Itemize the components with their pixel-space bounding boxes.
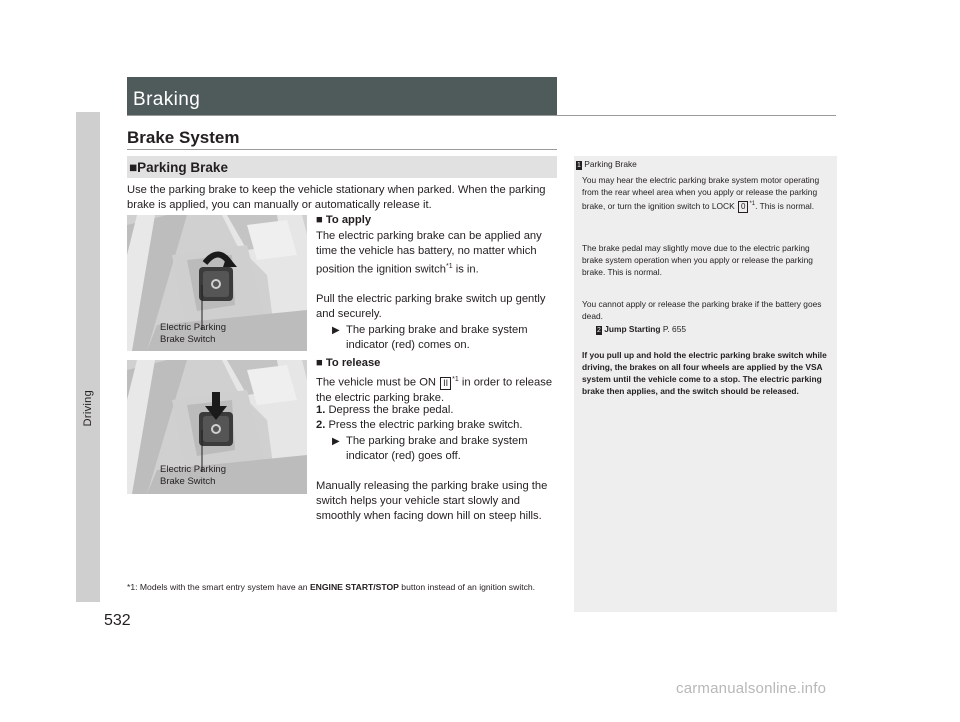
notes-paragraph-3: You cannot apply or release the parking brake if the battery goes dead. — [582, 299, 822, 321]
side-tab-label: Driving — [82, 390, 94, 427]
ignition-on-key-icon: II — [440, 377, 451, 390]
release-title: To release — [325, 357, 381, 369]
page-heading: Brake System — [127, 128, 240, 147]
release-paragraph-2: Manually releasing the parking brake using the switch helps your vehicle start slowly and smoothly when facing down hill on steep hills. — [316, 480, 548, 523]
crossref-arrow-icon: 2 — [597, 327, 601, 334]
apply-title: To apply — [325, 214, 372, 226]
notes-paragraph-2: The brake pedal may slightly move due to the electric parking brake system operation when you apply or release the parking brake. This is normal. — [582, 243, 813, 277]
apply-result — [332, 323, 558, 353]
result-arrow-icon: ▶ — [332, 436, 340, 447]
crossref-title: Jump Starting — [604, 324, 661, 334]
footnote — [127, 580, 567, 594]
release-heading — [316, 356, 380, 371]
notes-title-text: Parking Brake — [584, 159, 637, 169]
apply-result-text: The parking brake and brake system indicator (red) comes on. — [346, 324, 528, 352]
heading-rule — [127, 149, 557, 150]
notes-warning: If you pull up and hold the electric parking brake switch while driving, the brakes on all four wheels are applied by the VSA system until the vehicle come to a stop. The electric parking brake then applies, and the switch should be released. — [582, 350, 827, 396]
caption-line: Brake Switch — [160, 333, 216, 345]
caption-line: Electric Parking — [160, 464, 226, 475]
step-text: Press the electric parking brake switch. — [328, 419, 523, 431]
apply-image-caption — [160, 322, 226, 345]
release-image-caption — [160, 464, 226, 487]
footnote-suffix: button instead of an ignition switch. — [398, 582, 536, 592]
crossref-page: P. 655 — [660, 324, 687, 334]
release-marker: ■ — [316, 357, 323, 369]
banner-rule — [127, 115, 836, 116]
subheading — [129, 160, 228, 175]
notes-marker-icon: 1 — [577, 162, 581, 169]
apply-paragraph-2: Pull the electric parking brake switch up gently and securely. — [316, 293, 546, 321]
footnote-ref: *1 — [749, 201, 756, 207]
footnote-ref: *1 — [445, 263, 453, 271]
release-p1-start: The vehicle must be ON — [316, 376, 440, 389]
notes-crossref[interactable] — [596, 323, 826, 335]
lock-key-icon: 0 — [738, 201, 748, 213]
caption-line: Brake Switch — [160, 475, 216, 487]
release-paragraph-1 — [316, 372, 562, 406]
release-result — [332, 434, 558, 464]
subheading-marker: ■ — [129, 160, 138, 175]
apply-marker: ■ — [316, 214, 323, 226]
side-tab — [76, 112, 100, 602]
release-step-2 — [316, 418, 562, 433]
intro-paragraph: Use the parking brake to keep the vehicle stationary when parked. When the parking brake is applied, you can manually or automatically release it. — [127, 184, 546, 212]
footnote-ref: *1 — [452, 376, 459, 383]
apply-p1-text: The electric parking brake can be applied any time the vehicle has battery, no matter which position the ignition switch — [316, 230, 542, 277]
apply-p1-end: is in. — [452, 264, 479, 277]
footnote-bold: ENGINE START/STOP — [309, 582, 399, 592]
apply-heading — [316, 213, 371, 228]
result-arrow-icon: ▶ — [332, 325, 340, 336]
step-text: Depress the brake pedal. — [328, 404, 454, 416]
section-title: Braking — [133, 89, 201, 110]
caption-line: Electric Parking — [160, 322, 226, 333]
step-number: 2. — [316, 419, 326, 431]
release-result-text: The parking brake and brake system indicator (red) goes off. — [346, 435, 528, 463]
page-number: 532 — [104, 612, 131, 629]
notes-paragraph-1 — [582, 174, 828, 213]
notes-p1-start: You may hear the electric parking brake system motor operating from the rear wheel area when you apply or release the parking brake, or turn the ignition switch to LOCK — [582, 175, 820, 211]
apply-paragraph-1 — [316, 229, 562, 278]
footnote-prefix: *1: Models with the smart entry system have an — [127, 582, 310, 592]
notes-p1-end: . This is normal. — [755, 200, 815, 211]
step-number: 1. — [316, 404, 326, 416]
watermark: carmanualsonline.info — [676, 680, 827, 697]
notes-title — [576, 158, 637, 170]
subheading-text: Parking Brake — [137, 160, 228, 175]
release-step-1 — [316, 403, 562, 418]
release-p1-end: in order to release the electric parking brake. — [316, 376, 553, 404]
